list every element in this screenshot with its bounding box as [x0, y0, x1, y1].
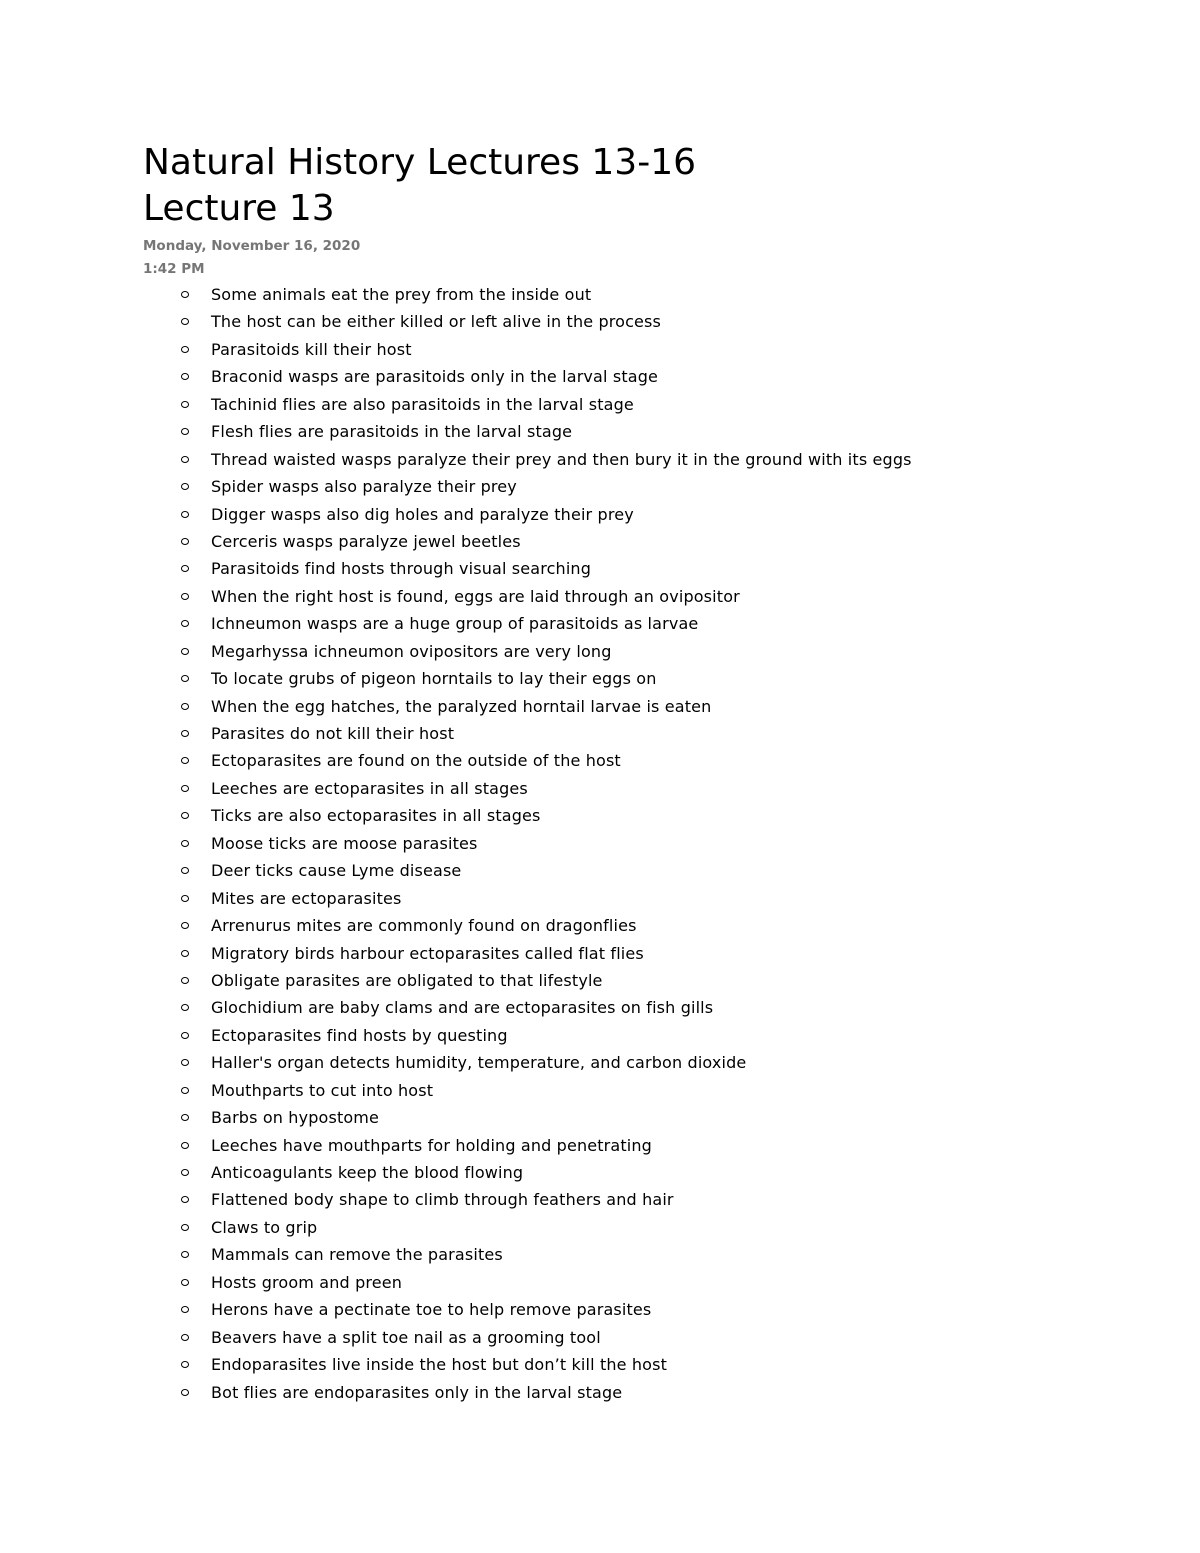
list-item-text: Ectoparasites find hosts by questing: [211, 1025, 508, 1045]
hollow-circle-icon: [181, 428, 189, 435]
hollow-circle-icon: [181, 538, 189, 545]
list-item-text: The host can be either killed or left alive in the process: [211, 312, 662, 332]
hollow-circle-icon: [181, 483, 189, 490]
list-item-text: Haller's organ detects humidity, temperature, and carbon dioxide: [211, 1053, 747, 1073]
hollow-circle-icon: [181, 867, 189, 874]
note-date: Monday, November 16, 2020: [143, 238, 361, 254]
hollow-circle-icon: [181, 373, 189, 380]
list-item-text: Migratory birds harbour ectoparasites called flat flies: [211, 943, 644, 963]
hollow-circle-icon: [181, 812, 189, 819]
list-item-text: Thread waisted wasps paralyze their prey and then bury it in the ground with its eggs: [211, 449, 912, 469]
hollow-circle-icon: [181, 1224, 189, 1231]
list-item-text: Ichneumon wasps are a huge group of parasitoids as larvae: [211, 614, 699, 634]
hollow-circle-icon: [181, 565, 189, 572]
hollow-circle-icon: [181, 977, 189, 984]
hollow-circle-icon: [181, 895, 189, 902]
list-item-text: To locate grubs of pigeon horntails to lay their eggs on: [211, 669, 657, 689]
hollow-circle-icon: [181, 1114, 189, 1121]
section-title: Lecture 13: [143, 188, 335, 229]
list-item-text: Bot flies are endoparasites only in the larval stage: [211, 1382, 623, 1402]
list-item-text: When the egg hatches, the paralyzed horntail larvae is eaten: [211, 696, 712, 716]
list-item-text: Anticoagulants keep the blood flowing: [211, 1163, 524, 1182]
hollow-circle-icon: [181, 1389, 189, 1396]
list-item-text: Claws to grip: [211, 1217, 318, 1237]
page-title: Natural History Lectures 13-16: [143, 142, 697, 183]
hollow-circle-icon: [181, 1087, 189, 1094]
hollow-circle-icon: [181, 593, 189, 600]
list-item-text: Moose ticks are moose parasites: [211, 833, 478, 853]
list-item-text: Hosts groom and preen: [211, 1272, 403, 1292]
hollow-circle-icon: [181, 1334, 189, 1341]
list-item-text: Some animals eat the prey from the inside out: [211, 285, 592, 304]
list-item-text: Digger wasps also dig holes and paralyze their prey: [211, 504, 634, 524]
hollow-circle-icon: [181, 1059, 189, 1066]
list-item-text: Mouthparts to cut into host: [211, 1080, 434, 1100]
list-item-text: Deer ticks cause Lyme disease: [211, 861, 462, 881]
hollow-circle-icon: [181, 785, 189, 792]
hollow-circle-icon: [181, 648, 189, 655]
hollow-circle-icon: [181, 703, 189, 710]
list-item-text: Ticks are also ectoparasites in all stages: [211, 806, 541, 826]
list-item-text: Tachinid flies are also parasitoids in the larval stage: [211, 394, 634, 414]
list-item-text: Obligate parasites are obligated to that lifestyle: [211, 970, 603, 990]
hollow-circle-icon: [181, 291, 189, 298]
list-item-text: Barbs on hypostome: [211, 1108, 380, 1128]
hollow-circle-icon: [181, 922, 189, 929]
hollow-circle-icon: [181, 511, 189, 518]
hollow-circle-icon: [181, 401, 189, 408]
list-item-text: Megarhyssa ichneumon ovipositors are very long: [211, 641, 612, 661]
list-item-text: Endoparasites live inside the host but don’t kill the host: [211, 1355, 668, 1375]
hollow-circle-icon: [181, 1004, 189, 1011]
hollow-circle-icon: [181, 1142, 189, 1149]
list-item-text: Arrenurus mites are commonly found on dragonflies: [211, 916, 637, 936]
list-item-text: Glochidium are baby clams and are ectoparasites on fish gills: [211, 998, 714, 1018]
list-item-text: Leeches are ectoparasites in all stages: [211, 778, 528, 798]
list-item-text: Mites are ectoparasites: [211, 888, 402, 908]
hollow-circle-icon: [181, 1251, 189, 1258]
hollow-circle-icon: [181, 1032, 189, 1039]
note-time: 1:42 PM: [143, 261, 205, 277]
hollow-circle-icon: [181, 1169, 189, 1176]
list-item-text: Parasitoids kill their host: [211, 339, 412, 359]
hollow-circle-icon: [181, 950, 189, 957]
hollow-circle-icon: [181, 456, 189, 463]
hollow-circle-icon: [181, 840, 189, 847]
hollow-circle-icon: [181, 675, 189, 682]
hollow-circle-icon: [181, 730, 189, 737]
list-item-text: Beavers have a split toe nail as a grooming tool: [211, 1327, 601, 1347]
list-item-text: Cerceris wasps paralyze jewel beetles: [211, 531, 521, 551]
list-item-text: Herons have a pectinate toe to help remove parasites: [211, 1300, 652, 1320]
list-item-text: When the right host is found, eggs are laid through an ovipositor: [211, 586, 740, 606]
list-item-text: Flattened body shape to climb through feathers and hair: [211, 1190, 674, 1210]
list-item-text: Parasitoids find hosts through visual searching: [211, 559, 592, 579]
list-item-text: Leeches have mouthparts for holding and penetrating: [211, 1135, 652, 1155]
list-item-text: Flesh flies are parasitoids in the larval stage: [211, 422, 573, 442]
hollow-circle-icon: [181, 757, 189, 764]
hollow-circle-icon: [181, 1279, 189, 1286]
hollow-circle-icon: [181, 318, 189, 325]
hollow-circle-icon: [181, 1196, 189, 1203]
hollow-circle-icon: [181, 346, 189, 353]
hollow-circle-icon: [181, 620, 189, 627]
list-item-text: Ectoparasites are found on the outside of the host: [211, 751, 621, 771]
list-item-text: Braconid wasps are parasitoids only in the larval stage: [211, 367, 658, 387]
list-item-text: Parasites do not kill their host: [211, 724, 455, 743]
list-item-text: Spider wasps also paralyze their prey: [211, 477, 517, 497]
list-item-text: Mammals can remove the parasites: [211, 1245, 503, 1265]
hollow-circle-icon: [181, 1361, 189, 1368]
hollow-circle-icon: [181, 1306, 189, 1313]
